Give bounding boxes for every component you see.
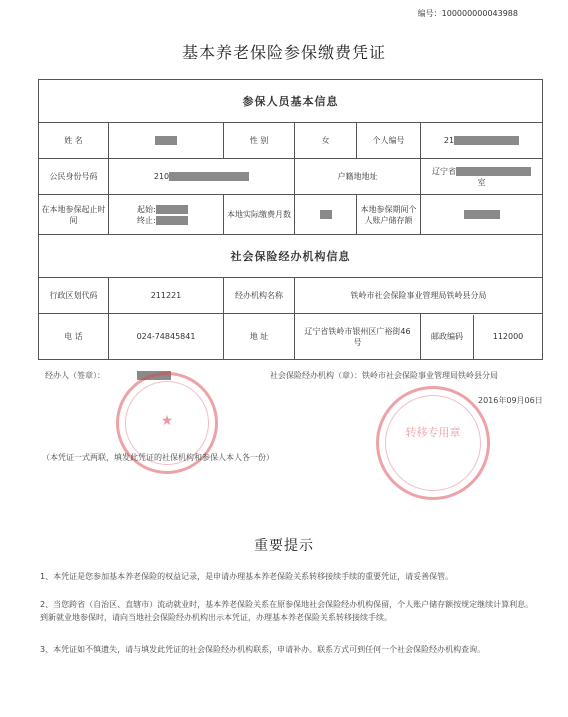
value-period: 起始: 终止: — [109, 195, 224, 235]
important-title: 重要提示 — [254, 538, 314, 554]
section-insured: 参保人员基本信息 — [39, 80, 543, 123]
label-agency-name: 经办机构名称 — [224, 278, 295, 314]
document-title: 基本养老保险参保缴费凭证 — [181, 43, 386, 62]
seal-star-icon: ★ — [160, 413, 174, 430]
handler-signature: 经办人（签章）： — [45, 370, 171, 381]
postcode-cell — [421, 314, 543, 360]
redacted-hukou — [456, 167, 531, 176]
agency-transfer-seal — [376, 386, 490, 500]
value-personal-no: 21 — [421, 123, 543, 159]
label-gender: 性 别 — [224, 123, 295, 159]
redacted-start — [156, 205, 188, 214]
value-postcode: 112000 — [492, 332, 524, 341]
label-address: 地 址 — [224, 314, 295, 360]
value-phone: 024-74845841 — [109, 314, 224, 360]
value-id-no: 210 — [109, 159, 295, 195]
issue-date: 2016年09月06日 — [478, 396, 543, 405]
value-region-code: 211221 — [109, 278, 224, 314]
redacted-months — [320, 210, 332, 219]
section-agency: 社会保险经办机构信息 — [39, 235, 543, 278]
redacted-personal-no — [454, 136, 519, 145]
note-2: 2、当您跨省（自治区、直辖市）流动就业时，基本养老保险关系在原参保地社会保险经办机构保留，个人账户储存额按规定继续计算利息。到新就业地参保时，请向当地社会保险经办机构出示本凭证，办理基本养老保险关系转移接续手续。 — [40, 600, 534, 622]
value-account — [421, 195, 543, 235]
label-account: 本地参保期间个人账户储存额 — [357, 195, 421, 235]
label-personal-no: 个人编号 — [357, 123, 421, 159]
label-months: 本地实际缴费月数 — [224, 195, 295, 235]
value-hukou: 辽宁省 室 — [421, 159, 543, 195]
value-gender: 女 — [295, 123, 357, 159]
label-postcode: 邮政编码 — [421, 315, 474, 359]
note-3: 3、本凭证如不慎遗失，请与填发此凭证的社会保险经办机构联系，申请补办。联系方式可到任何一个社会保险经办机构查询。 — [40, 645, 486, 654]
label-period: 在本地参保起止时间 — [39, 195, 109, 235]
label-phone: 电 话 — [39, 314, 109, 360]
agency-stamp-label: 社会保险经办机构（章）：铁岭市社会保险事业管理局铁岭县分局 — [270, 371, 498, 380]
redacted-name — [155, 136, 177, 145]
value-name — [109, 123, 224, 159]
redacted-account — [464, 210, 500, 219]
label-id-no: 公民身份号码 — [39, 159, 109, 195]
note-1: 1、本凭证是您参加基本养老保险的权益记录，是申请办理基本养老保险关系转移接续手续的重要凭证，请妥善保管。 — [40, 572, 454, 581]
label-hukou: 户籍地地址 — [295, 159, 421, 195]
seal-text: 转移专用章 — [405, 425, 461, 439]
redacted-end — [156, 216, 188, 225]
value-agency-name: 铁岭市社会保险事业管理局铁岭县分局 — [295, 278, 543, 314]
label-name: 姓 名 — [39, 123, 109, 159]
redacted-id — [169, 172, 249, 181]
value-months — [295, 195, 357, 235]
info-form — [38, 79, 543, 360]
value-address: 辽宁省铁岭市银州区广裕街46号 — [295, 314, 421, 360]
copy-note: （本凭证一式两联，填发此凭证的社保机构和参保人本人各一份） — [42, 453, 274, 462]
label-region-code: 行政区划代码 — [39, 278, 109, 314]
serial-number: 编号：100000000043988 — [417, 9, 518, 18]
